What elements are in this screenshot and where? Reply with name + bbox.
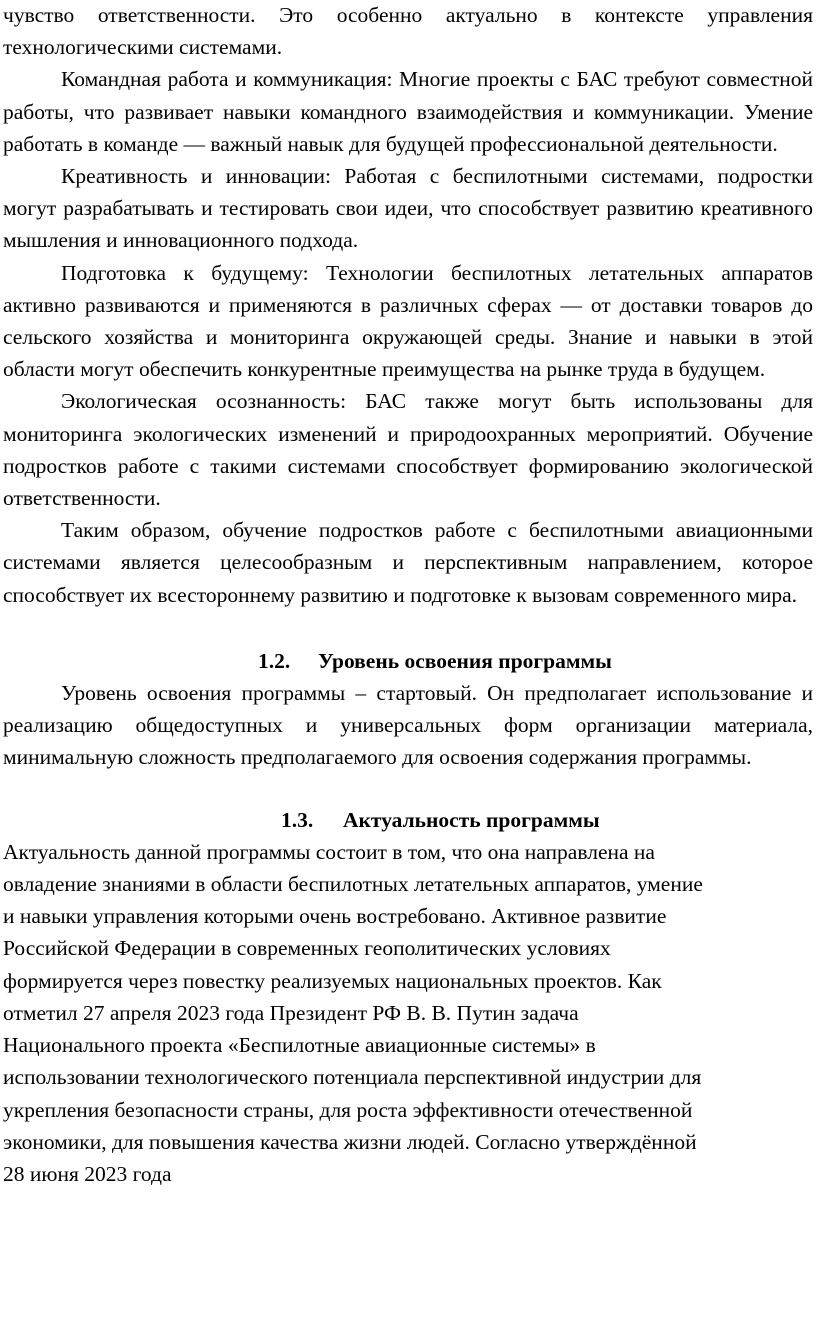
text-line: Российской Федерации в современных геополитических условиях: [3, 936, 611, 961]
text-line: овладение знаниями в области беспилотных летательных аппаратов, умение: [3, 872, 703, 897]
section-title: Уровень освоения программы: [318, 648, 612, 673]
paragraph-level: Уровень освоения программы – стартовый. Он предполагает использование и реализацию общедоступных и универсальных форм организации материала, минимальную сложность предполагаемого для освоения содержания программы.: [3, 681, 813, 770]
paragraph-conclusion: Таким образом, обучение подростков работе с беспилотными авиационными системами является целесообразным и перспективным направлением, которое способствует их всестороннему развитию и подготовке к вызовам современного мира.: [3, 518, 813, 607]
text-line: отметил 27 апреля 2023 года Президент РФ В. В. Путин задача: [3, 1000, 579, 1025]
section-number: 1.2.: [258, 648, 291, 673]
paragraph-future: Подготовка к будущему: Технологии беспилотных летательных аппаратов активно развиваются и применяются в различных сферах — от доставки товаров до сельского хозяйства и мониторинга окружающей среды. Знание и навыки в этой области могут обеспечить конкурентные преимущества на рынке труда в будущем.: [3, 260, 813, 382]
section-heading-relevance: [3, 804, 816, 836]
paragraph-relevance: [3, 836, 816, 1190]
text-line: укрепления безопасности страны, для роста эффективности отечественной: [3, 1097, 693, 1122]
text-line: 28 июня 2023 года: [3, 1161, 172, 1186]
paragraph-ecology: Экологическая осознанность: БАС также могут быть использованы для мониторинга экологических изменений и природоохранных мероприятий. Обучение подростков работе с такими системами способствует формированию экологической ответственности.: [3, 389, 813, 511]
section-title: Актуальность программы: [343, 807, 600, 832]
text-line: использовании технологического потенциала перспективной индустрии для: [3, 1065, 702, 1090]
paragraph-teamwork: Командная работа и коммуникация: Многие проекты с БАС требуют совместной работы, что развивает навыки командного взаимодействия и коммуникации. Умение работать в команде — важный навык для будущей профессиональной деятельности.: [3, 67, 813, 156]
text-line: Национального проекта «Беспилотные авиационные системы» в: [3, 1033, 596, 1058]
text-line: и навыки управления которыми очень востребовано. Активное развитие: [3, 904, 667, 929]
text-line: экономики, для повышения качества жизни людей. Согласно утверждённой: [3, 1129, 697, 1154]
text-line: Актуальность данной программы состоит в том, что она направлена на: [3, 839, 655, 864]
text-line: формируется через повестку реализуемых национальных проектов. Как: [3, 968, 662, 993]
paragraph-responsibility: чувство ответственности. Это особенно актуально в контексте управления технологическими системами.: [3, 3, 813, 60]
paragraph-creativity: Креативность и инновации: Работая с беспилотными системами, подростки могут разрабатывать и тестировать свои идеи, что способствует развитию креативного мышления и инновационного подхода.: [3, 164, 813, 253]
section-number: 1.3.: [281, 807, 314, 832]
section-heading-level: [3, 645, 816, 677]
